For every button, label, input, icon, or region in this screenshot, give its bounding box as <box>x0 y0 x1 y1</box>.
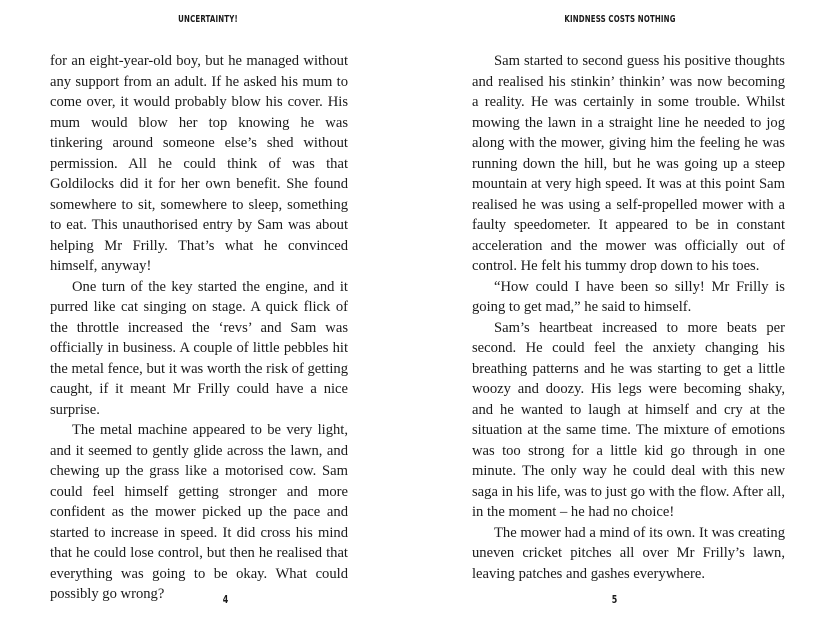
paragraph: Sam started to second guess his positive thoughts and realised his stinkin’ thinkin’ was now becoming a reality. He was certainly in some trouble. Whilst mowing the lawn in a straight line he needed to jog along with the mower, giving him the feeling he was running down the hill, but he was going up a steep mountain at very high speed. It was at this point Sam realised he was using a self-propelled mower with a faulty speedometer. It appeared to be in constant acceleration and the mower was officially out of control. He felt his tummy drop down to his toes. <box>472 53 785 274</box>
right-page <box>415 0 830 626</box>
right-page-body <box>472 51 785 584</box>
running-head-left: UNCERTAINTY! <box>178 14 238 25</box>
left-page-body <box>50 51 348 605</box>
page-number-left: 4 <box>222 593 229 606</box>
paragraph: The metal machine appeared to be very light, and it seemed to gently glide across the lawn, and chewing up the grass like a motorised cow. Sam could feel himself getting stronger and more confident as the mower picked up the pace and started to increase in speed. It did cross his mind that he could lose control, but then he realised that everything was going to be okay. What could possibly go wrong? <box>50 422 348 602</box>
paragraph: “How could I have been so silly! Mr Frilly is going to get mad,” he said to himself. <box>472 278 785 315</box>
paragraph: One turn of the key started the engine, and it purred like cat singing on stage. A quick flick of the throttle increased the ‘revs’ and Sam was officially in business. A couple of little pebbles hit the metal fence, but it was worth the risk of getting caught, if it meant Mr Frilly could have a nice surprise. <box>50 278 348 418</box>
paragraph: Sam’s heartbeat increased to more beats per second. He could feel the anxiety changing his breathing patterns and he was starting to get a little woozy and doozy. His legs were becoming shaky, and he wanted to laugh at himself and cry at the situation at the same time. The mixture of emotions was too strong for a little kid go through in one minute. The only way he could deal with this new saga in his life, was to just go with the flow. After all, in the moment – he had no choice! <box>472 319 785 520</box>
running-head-right: KINDNESS COSTS NOTHING <box>564 14 676 25</box>
paragraph: for an eight-year-old boy, but he managed without any support from an adult. If he asked his mum to come over, it would probably blow his cover. His mum would blow her top knowing he was tinkering around someone else’s shed without permission. All he could think of was that Goldilocks did it for her own benefit. She found somewhere to sit, somewhere to sleep, something to eat. This unauthorised entry by Sam was about helping Mr Frilly. That’s what he convinced himself, anyway! <box>50 53 348 274</box>
paragraph: The mower had a mind of its own. It was creating uneven cricket pitches all over Mr Frilly’s lawn, leaving patches and gashes everywhere. <box>472 524 785 582</box>
page-number-right: 5 <box>611 593 618 606</box>
